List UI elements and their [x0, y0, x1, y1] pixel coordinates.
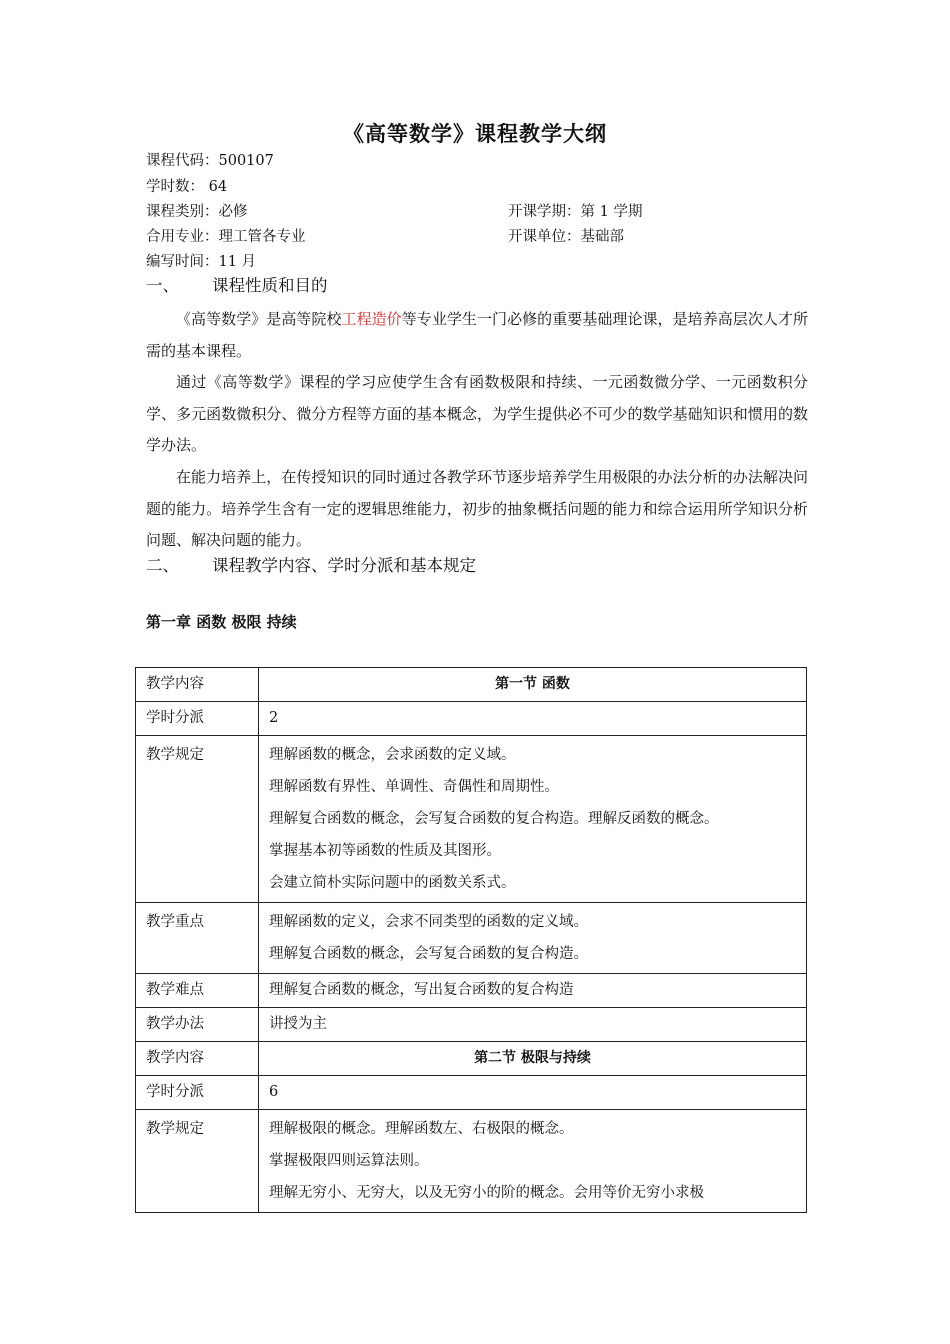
method-cell: 讲授为主 — [259, 1008, 807, 1042]
requirements-cell — [259, 736, 807, 903]
list-item: 理解函数有界性、单调性、奇偶性和周期性。 — [269, 779, 559, 795]
list-item: 掌握极限四则运算法则。 — [269, 1153, 429, 1169]
row-label: 学时分派 — [136, 1076, 259, 1110]
table-row — [136, 1042, 807, 1076]
section-name-cell: 第二节 极限与持续 — [259, 1042, 807, 1076]
table-row — [136, 702, 807, 736]
difficulty-cell: 理解复合函数的概念，写出复合函数的复合构造 — [259, 974, 807, 1008]
section-title: 课程教学内容、学时分派和基本规定 — [212, 556, 476, 575]
section-number: 二、 — [146, 556, 179, 575]
syllabus-table — [135, 667, 807, 1213]
table-row — [136, 1076, 807, 1110]
course-code: 课程代码：500107 — [146, 153, 274, 169]
list-item: 理解函数的概念，会求函数的定义域。 — [269, 747, 516, 763]
row-label: 教学难点 — [136, 974, 259, 1008]
row-label: 教学办法 — [136, 1008, 259, 1042]
table-row — [136, 736, 807, 903]
row-label: 教学规定 — [136, 736, 259, 903]
paragraph-3: 在能力培养上，在传授知识的同时通过各教学环节逐步培养学生用极限的办法分析的办法解决问题的能力。培养学生含有一定的逻辑思维能力，初步的抽象概括问题的能力和综合运用所学知识分析问题、解决问题的能力。 — [146, 468, 808, 549]
table-row — [136, 903, 807, 974]
row-label: 教学重点 — [136, 903, 259, 974]
section-name-cell: 第一节 函数 — [259, 668, 807, 702]
hours-cell: 6 — [259, 1076, 807, 1110]
offering-unit: 开课单位：基础部 — [508, 229, 624, 245]
key-points-cell — [259, 903, 807, 974]
list-item: 理解极限的概念。理解函数左、右极限的概念。 — [269, 1121, 574, 1137]
table-row — [136, 1110, 807, 1213]
chapter-heading: 第一章 函数 极限 持续 — [146, 613, 297, 631]
list-item: 理解函数的定义，会求不同类型的函数的定义域。 — [269, 914, 588, 930]
list-item: 理解无穷小、无穷大，以及无穷小的阶的概念。会用等价无穷小求极 — [269, 1185, 704, 1201]
hours-cell: 2 — [259, 702, 807, 736]
applicable-major: 合用专业：理工管各专业 — [146, 229, 306, 245]
section-heading-2 — [146, 555, 476, 577]
document-title: 《高等数学》课程教学大纲 — [343, 122, 607, 146]
highlighted-term: 工程造价 — [341, 310, 402, 328]
section-heading-1 — [146, 275, 328, 297]
table-row — [136, 668, 807, 702]
course-category: 课程类别：必修 — [146, 204, 248, 220]
course-term: 开课学期：第 1 学期 — [508, 204, 643, 220]
paragraph-1 — [146, 304, 808, 367]
row-label: 教学内容 — [136, 1042, 259, 1076]
paragraph-2: 通过《高等数学》课程的学习应使学生含有函数极限和持续、一元函数微分学、一元函数积分学、多元函数微积分、微分方程等方面的基本概念，为学生提供必不可少的数学基础知识和惯用的数学办法。 — [146, 373, 808, 454]
section-number: 一、 — [146, 276, 179, 295]
row-label: 教学内容 — [136, 668, 259, 702]
course-hours: 学时数： 64 — [146, 179, 228, 195]
list-item: 会建立简朴实际问题中的函数关系式。 — [269, 875, 516, 891]
section-title: 课程性质和目的 — [212, 276, 328, 295]
list-item: 理解复合函数的概念，会写复合函数的复合构造。 — [269, 946, 588, 962]
table-row — [136, 974, 807, 1008]
paragraph-text: 《高等数学》是高等院校 — [176, 310, 342, 328]
written-date: 编写时间：11 月 — [146, 254, 257, 270]
requirements-cell — [259, 1110, 807, 1213]
row-label: 学时分派 — [136, 702, 259, 736]
paragraph-text: 等专业学生一门必修的重要基础理论课，是培养高层次人才所需的基本课程。 — [146, 310, 808, 360]
row-label: 教学规定 — [136, 1110, 259, 1213]
table-row — [136, 1008, 807, 1042]
list-item: 掌握基本初等函数的性质及其图形。 — [269, 843, 501, 859]
list-item: 理解复合函数的概念，会写复合函数的复合构造。理解反函数的概念。 — [269, 811, 719, 827]
